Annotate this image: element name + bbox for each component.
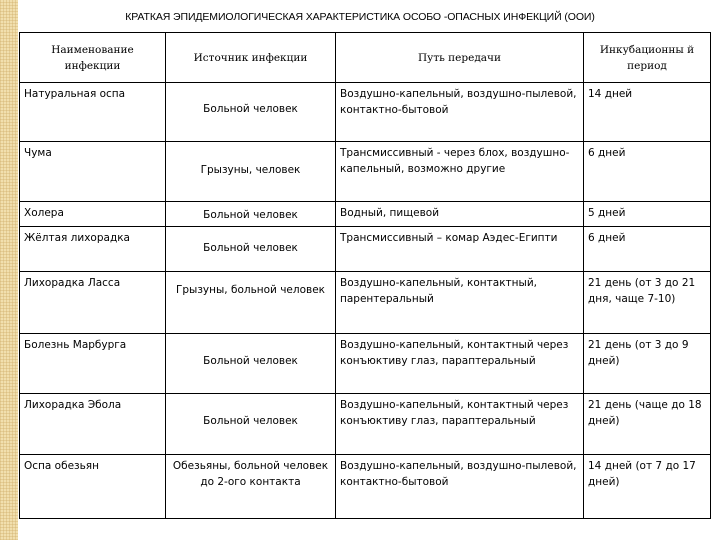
transmission-route: Трансмиссивный – комар Аэдес-Египти: [336, 227, 584, 272]
infection-source: Больной человек: [166, 227, 336, 272]
infection-source: Грызуны, человек: [166, 142, 336, 202]
table-row: [20, 227, 711, 272]
infection-name: Холера: [20, 202, 166, 227]
transmission-route: Воздушно-капельный, воздушно-пылевой, контактно-бытовой: [336, 83, 584, 142]
transmission-route: Водный, пищевой: [336, 202, 584, 227]
infection-name: Жёлтая лихорадка: [20, 227, 166, 272]
page-title: КРАТКАЯ ЭПИДЕМИОЛОГИЧЕСКАЯ ХАРАКТЕРИСТИКА ОСОБО -ОПАСНЫХ ИНФЕКЦИЙ (ООИ): [125, 11, 595, 23]
table-row: [20, 455, 711, 519]
incubation-period: 21 день (чаще до 18 дней): [584, 394, 711, 455]
incubation-period: 21 день (от 3 до 21 дня, чаще 7-10): [584, 272, 711, 334]
header-transmission-route: Путь передачи: [336, 33, 584, 83]
incubation-period: 6 дней: [584, 227, 711, 272]
incubation-period: 14 дней: [584, 83, 711, 142]
infection-source: Больной человек: [166, 334, 336, 394]
header-incubation-period: Инкубационны й период: [584, 33, 711, 83]
infection-source: Больной человек: [166, 394, 336, 455]
infection-name: Чума: [20, 142, 166, 202]
table-header-row: [20, 33, 711, 83]
transmission-route: Воздушно-капельный, контактный через конъюктиву глаз, парaптеральный: [336, 394, 584, 455]
transmission-route: Трансмиссивный - через блох, воздушно-капельный, возможно другие: [336, 142, 584, 202]
infection-source: Грызуны, больной человек: [166, 272, 336, 334]
infection-name: Натуральная оспа: [20, 83, 166, 142]
infection-source: Больной человек: [166, 202, 336, 227]
infection-name: Оспа обезьян: [20, 455, 166, 519]
transmission-route: Воздушно-капельный, контактный через конъюктиву глаз, парaптеральный: [336, 334, 584, 394]
decorative-side-strip: [0, 0, 18, 540]
transmission-route: Воздушно-капельный, контактный, парентеральный: [336, 272, 584, 334]
infection-name: Лихорадка Ласса: [20, 272, 166, 334]
table-row: [20, 83, 711, 142]
table-row: [20, 394, 711, 455]
infections-table: [19, 32, 711, 519]
table-row: [20, 202, 711, 227]
table-row: [20, 272, 711, 334]
infection-source: Больной человек: [166, 83, 336, 142]
incubation-period: 5 дней: [584, 202, 711, 227]
infection-source: Обезьяны, больной человек до 2-ого контакта: [166, 455, 336, 519]
header-infection-source: Источник инфекции: [166, 33, 336, 83]
infection-name: Лихорадка Эбола: [20, 394, 166, 455]
header-infection-name: Наименование инфекции: [20, 33, 166, 83]
transmission-route: Воздушно-капельный, воздушно-пылевой, контактно-бытовой: [336, 455, 584, 519]
table-row: [20, 334, 711, 394]
incubation-period: 21 день (от 3 до 9 дней): [584, 334, 711, 394]
incubation-period: 14 дней (от 7 до 17 дней): [584, 455, 711, 519]
table-row: [20, 142, 711, 202]
infection-name: Болезнь Марбурга: [20, 334, 166, 394]
incubation-period: 6 дней: [584, 142, 711, 202]
